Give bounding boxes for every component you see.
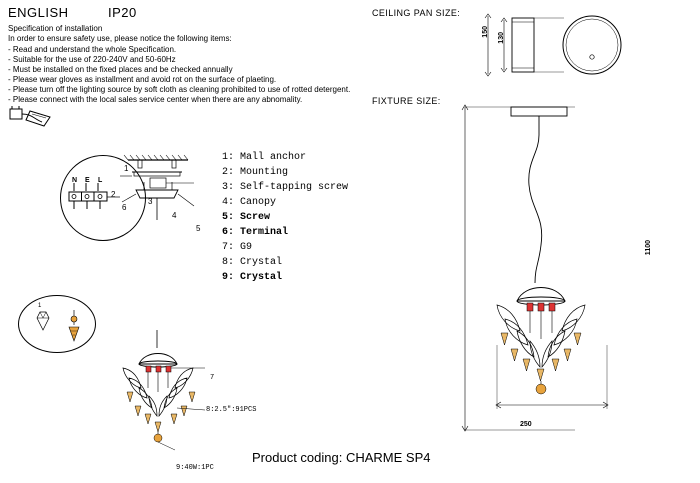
terminal-label-l: L (98, 177, 103, 184)
part-num: 5: (222, 212, 235, 223)
part-num: 2: (222, 167, 235, 178)
part-item-3 (222, 180, 362, 195)
fixture-drawing (455, 105, 695, 445)
callout-crystal-8: 8:2.5":91PCS (206, 406, 257, 414)
part-num: 7: (222, 242, 235, 253)
part-item-2 (222, 165, 362, 180)
fixture-size-title: FIXTURE SIZE: (372, 96, 441, 106)
dimension-1100: 1100 (645, 240, 652, 256)
part-label: Mounting (240, 167, 289, 178)
spec-title: Specification of installation (8, 24, 103, 33)
crystal-drop-icon (62, 308, 86, 346)
part-label: G9 (240, 242, 253, 253)
callout-4: 4 (172, 211, 177, 220)
callout-5: 5 (196, 224, 201, 233)
plug-icon (8, 105, 62, 129)
part-item-4 (222, 195, 362, 210)
language-label: ENGLISH (8, 5, 69, 20)
product-coding: Product coding: CHARME SP4 (252, 450, 431, 465)
part-label: Terminal (240, 227, 289, 238)
part-label: Canopy (240, 197, 277, 208)
part-num: 1: (222, 152, 235, 163)
part-num: 9: (222, 272, 235, 283)
part-item-6 (222, 225, 362, 240)
ip-rating-label: IP20 (108, 5, 137, 20)
dimension-250: 250 (520, 421, 532, 428)
callout-6: 6 (122, 203, 127, 212)
part-label: Mall anchor (240, 152, 307, 163)
part-item-9 (222, 270, 362, 285)
part-num: 6: (222, 227, 235, 238)
lamp-detail-drawing (105, 330, 225, 470)
callout-g9: 7 (210, 374, 215, 382)
terminal-label-e: E (85, 177, 90, 184)
part-label: Crystal (240, 272, 283, 283)
parts-list (222, 150, 362, 285)
part-item-8 (222, 255, 362, 270)
crystal-shape-icon (30, 308, 56, 342)
part-num: 3: (222, 182, 235, 193)
part-label: Crystal (240, 257, 283, 268)
ceiling-pan-title: CEILING PAN SIZE: (372, 8, 461, 18)
part-item-1 (222, 150, 362, 165)
dimension-130: 130 (498, 32, 505, 44)
spec-line: - Please connect with the local sales service center when there are any abnomality. (8, 95, 303, 104)
spec-line: - Please turn off the lighting source by soft cloth as cleaning prohibited to use of rotted detergent. (8, 85, 351, 94)
terminal-label-n: N (72, 177, 78, 184)
callout-2: 2 (111, 190, 116, 199)
callout-crystal-9: 9:40W:1PC (176, 464, 214, 472)
spec-line: - Please wear gloves as installment and avoid rot on the surface of plaeting. (8, 75, 277, 84)
part-num: 8: (222, 257, 235, 268)
spec-intro: In order to ensure safety use, please notice the following items: (8, 34, 232, 43)
crystal-detail-number: 1 (38, 303, 42, 309)
callout-1: 1 (124, 164, 129, 173)
part-num: 4: (222, 197, 235, 208)
ceiling-pan-views (480, 14, 690, 92)
callout-3: 3 (148, 197, 153, 206)
dimension-150: 150 (482, 26, 489, 38)
spec-line: - Read and understand the whole Specification. (8, 45, 177, 54)
spec-line: - Suitable for the use of 220-240V and 50-60Hz (8, 55, 176, 64)
part-item-7 (222, 240, 362, 255)
part-item-5 (222, 210, 362, 225)
part-label: Self-tapping screw (240, 182, 349, 193)
part-label: Screw (240, 212, 271, 223)
spec-line: - Must be installed on the fixed places and be checked annually (8, 65, 233, 74)
